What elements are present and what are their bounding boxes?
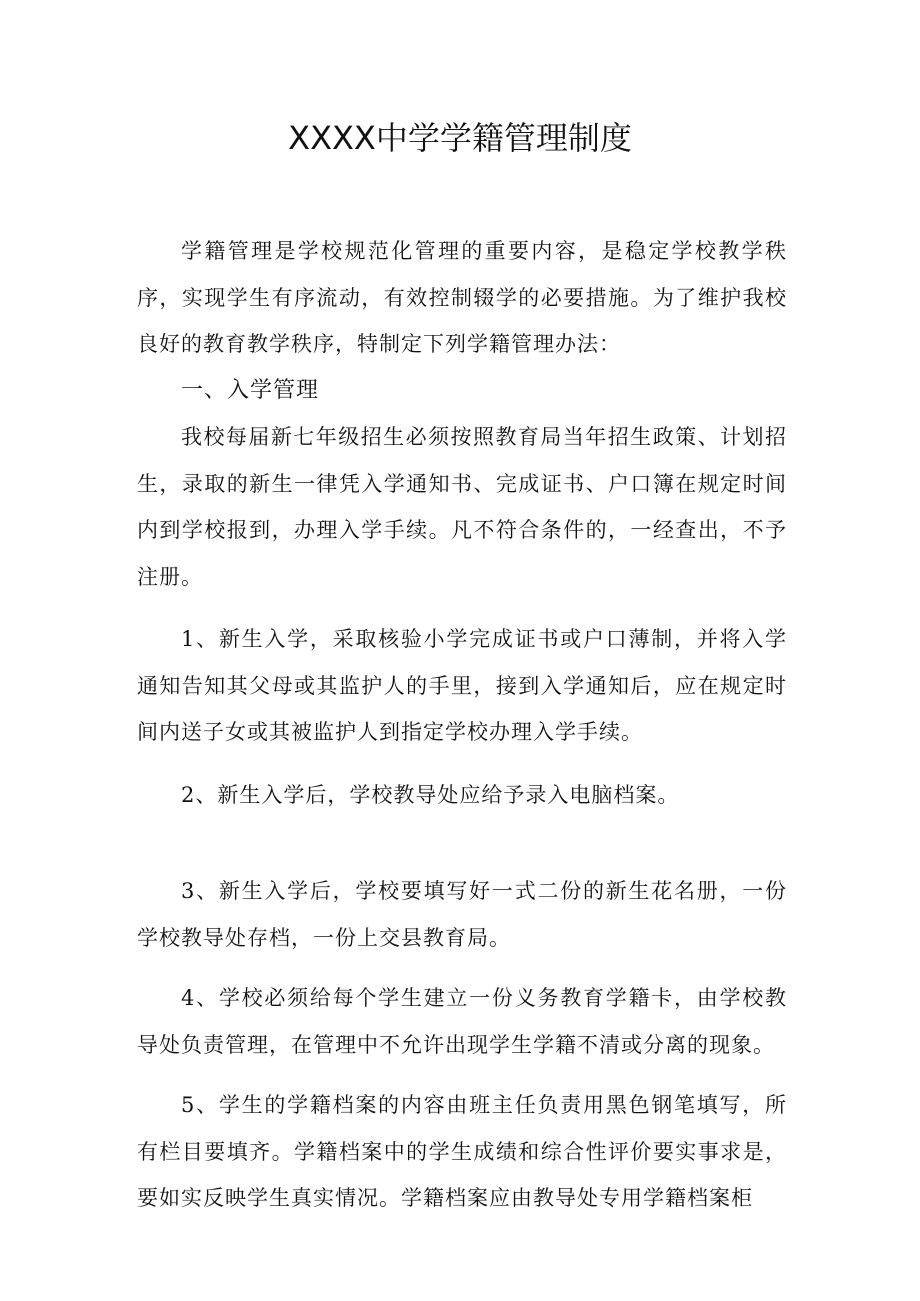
intro-paragraph: 学籍管理是学校规范化管理的重要内容，是稳定学校教学秩序，实现学生有序流动，有效控制辍学的必要措施。为了维护我校良好的教育教学秩序，特制定下列学籍管理办法： xyxy=(137,239,787,356)
section-heading-enrollment: 一、入学管理 xyxy=(181,377,320,403)
list-item: 2、新生入学后，学校教导处应给予录入电脑档案。 xyxy=(181,782,680,807)
section-intro-paragraph: 我校每届新七年级招生必须按照教育局当年招生政策、计划招生，录取的新生一律凭入学通知书、完成证书、户口簿在规定时间内到学校报到，办理入学手续。凡不符合条件的，一经查出，不予注册。 xyxy=(137,425,787,589)
list-item: 3、新生入学后，学校要填写好一式二份的新生花名册，一份学校教导处存档，一份上交县教育局。 xyxy=(137,879,787,950)
list-item: 4、学校必须给每个学生建立一份义务教育学籍卡，由学校教导处负责管理，在管理中不允许出现学生学籍不清或分离的现象。 xyxy=(137,986,787,1057)
document-title: XXXX中学学籍管理制度 xyxy=(288,119,632,157)
list-item: 1、新生入学，采取核验小学完成证书或户口薄制，并将入学通知告知其父母或其监护人的手里，接到入学通知后，应在规定时间内送子女或其被监护人到指定学校办理入学手续。 xyxy=(137,627,787,744)
list-item: 5、学生的学籍档案的内容由班主任负责用黑色钢笔填写，所有栏目要填齐。学籍档案中的学生成绩和综合性评价要实事求是，要如实反映学生真实情况。学籍档案应由教导处专用学籍档案柜 xyxy=(137,1093,787,1210)
document-body xyxy=(137,228,787,1222)
